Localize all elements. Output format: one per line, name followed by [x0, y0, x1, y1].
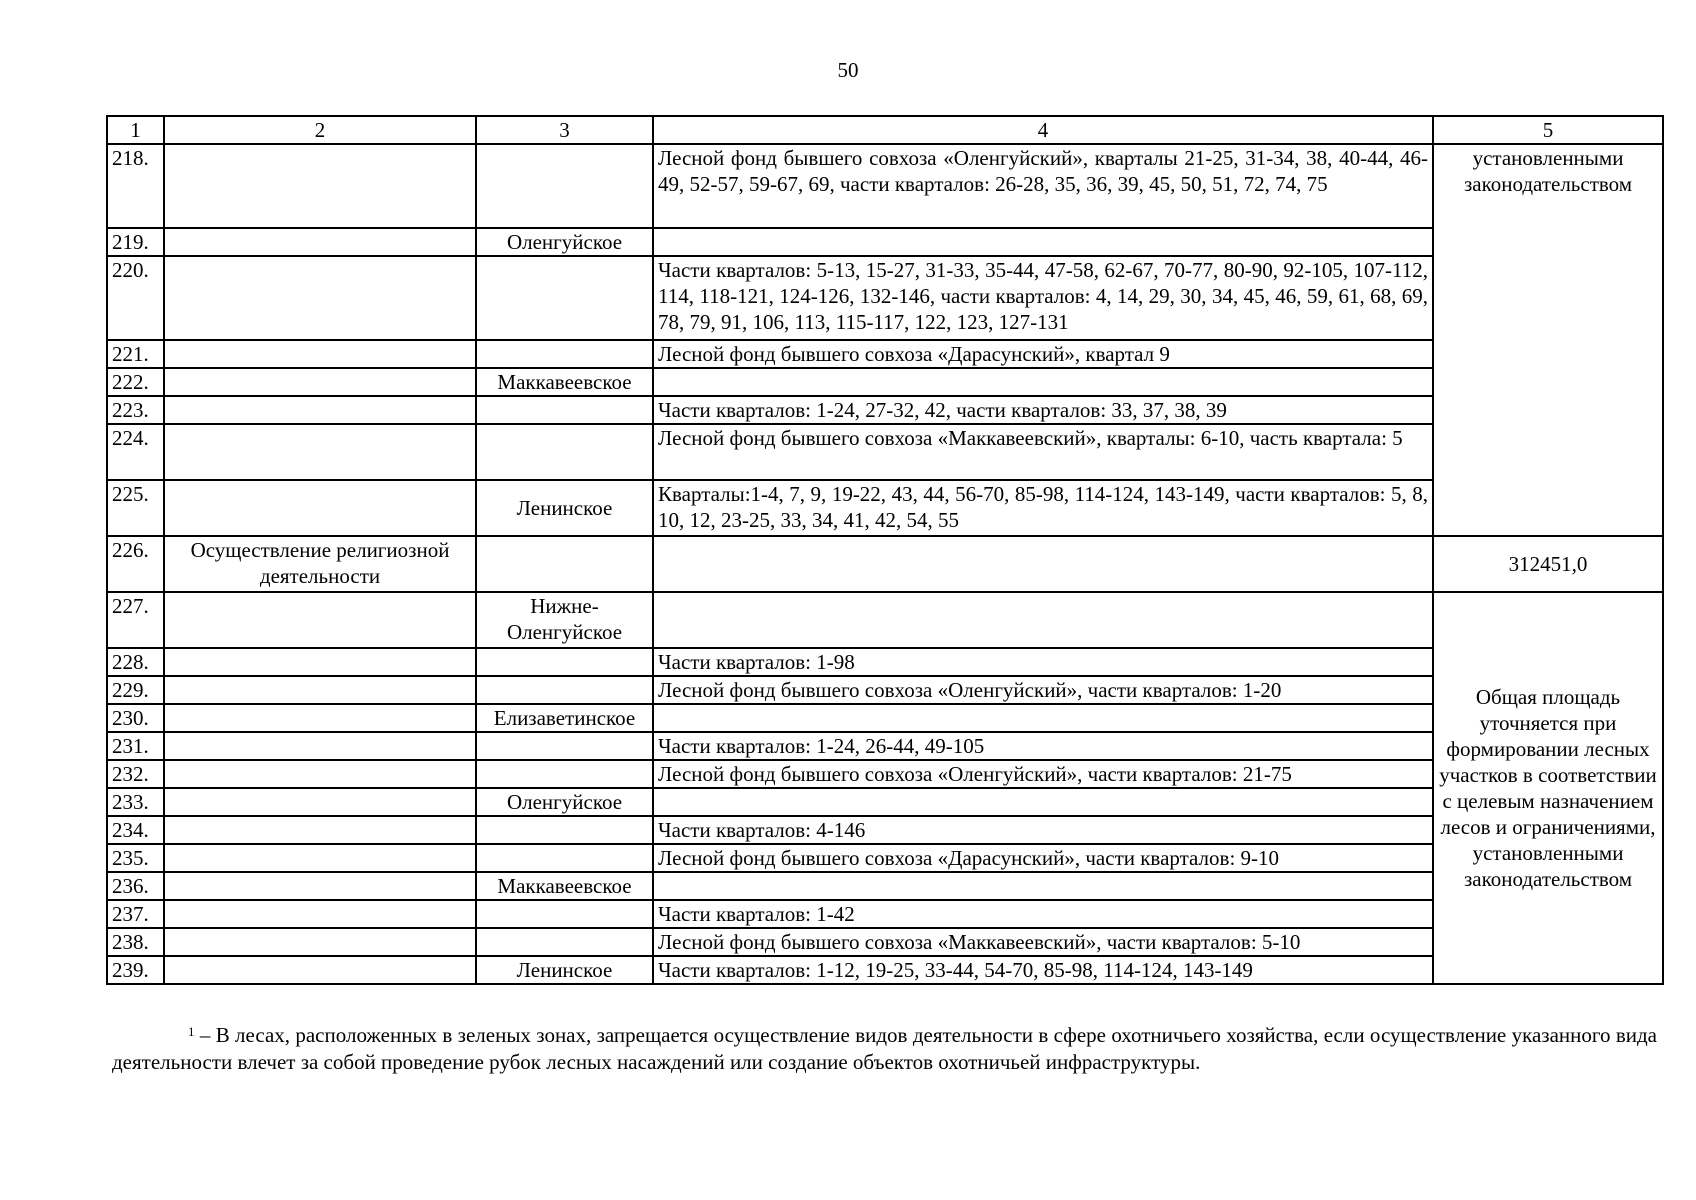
quarters-cell: Лесной фонд бывшего совхоза «Дарасунский», квартал 9	[653, 340, 1433, 368]
row-number: 230.	[107, 704, 164, 732]
table-row	[107, 844, 1663, 872]
row-number: 218.	[107, 144, 164, 228]
quarters-cell: Лесной фонд бывшего совхоза «Оленгуйский», части кварталов: 1-20	[653, 676, 1433, 704]
forestry-cell	[476, 760, 653, 788]
activity-cell	[164, 340, 476, 368]
table-row	[107, 396, 1663, 424]
forestry-cell	[476, 844, 653, 872]
footnote-text: – В лесах, расположенных в зеленых зонах, запрещается осуществление видов деятельности в сфере охотничьего хозяйства, если осуществление указанного вида деятельности влечет за собой проведение рубок лесных насаждений или создание объектов охотничьей инфраструктуры.	[112, 1023, 1657, 1074]
row-number: 223.	[107, 396, 164, 424]
quarters-cell: Части кварталов: 4-146	[653, 816, 1433, 844]
footnote	[112, 1022, 1657, 1076]
forestry-cell	[476, 648, 653, 676]
activity-cell	[164, 424, 476, 480]
quarters-cell: Части кварталов: 1-24, 27-32, 42, части кварталов: 33, 37, 38, 39	[653, 396, 1433, 424]
row-number: 222.	[107, 368, 164, 396]
forestry-cell	[476, 900, 653, 928]
activity-cell: Осуществление религиозной деятельности	[164, 536, 476, 592]
forestry-cell	[476, 340, 653, 368]
table-row	[107, 816, 1663, 844]
quarters-cell: Лесной фонд бывшего совхоза «Оленгуйский», кварталы 21-25, 31-34, 38, 40-44, 46-49, 52-57, 59-67, 69, части кварталов: 26-28, 35, 36, 39, 45, 50, 51, 72, 74, 75	[653, 144, 1433, 228]
row-number: 225.	[107, 480, 164, 536]
table-row	[107, 592, 1663, 648]
quarters-cell: Лесной фонд бывшего совхоза «Дарасунский», части кварталов: 9-10	[653, 844, 1433, 872]
row-number: 227.	[107, 592, 164, 648]
activity-cell	[164, 648, 476, 676]
forestry-cell: Елизаветинское	[476, 704, 653, 732]
row-number: 226.	[107, 536, 164, 592]
forestry-cell: Нижне-Оленгуйское	[476, 592, 653, 648]
header-col-4: 4	[653, 116, 1433, 144]
row-number: 228.	[107, 648, 164, 676]
quarters-cell: Части кварталов: 1-42	[653, 900, 1433, 928]
activity-cell	[164, 760, 476, 788]
table-row	[107, 872, 1663, 900]
activity-cell	[164, 396, 476, 424]
quarters-cell: Части кварталов: 1-12, 19-25, 33-44, 54-70, 85-98, 114-124, 143-149	[653, 956, 1433, 984]
activity-cell	[164, 704, 476, 732]
row-number: 232.	[107, 760, 164, 788]
forestry-cell	[476, 424, 653, 480]
document-table	[106, 115, 1664, 985]
row-number: 237.	[107, 900, 164, 928]
activity-cell	[164, 144, 476, 228]
activity-cell	[164, 228, 476, 256]
forestry-cell	[476, 144, 653, 228]
quarters-cell: Части кварталов: 5-13, 15-27, 31-33, 35-44, 47-58, 62-67, 70-77, 80-90, 92-105, 107-112, 114, 118-121, 124-126, 132-146, части кварталов: 4, 14, 29, 30, 34, 45, 46, 59, 61, 68, 69, 78, 79, 91, 106, 113, 115-117, 122, 123, 127-131	[653, 256, 1433, 340]
forestry-cell	[476, 676, 653, 704]
quarters-cell	[653, 228, 1433, 256]
forestry-cell	[476, 536, 653, 592]
table-row	[107, 732, 1663, 760]
forestry-cell	[476, 928, 653, 956]
table-row	[107, 760, 1663, 788]
quarters-cell: Лесной фонд бывшего совхоза «Маккавеевский», кварталы: 6-10, часть квартала: 5	[653, 424, 1433, 480]
table-row	[107, 536, 1663, 592]
table-row	[107, 676, 1663, 704]
forestry-cell	[476, 816, 653, 844]
header-col-3: 3	[476, 116, 653, 144]
row-number: 224.	[107, 424, 164, 480]
row-number: 231.	[107, 732, 164, 760]
quarters-cell: Кварталы:1-4, 7, 9, 19-22, 43, 44, 56-70, 85-98, 114-124, 143-149, части кварталов: 5, 8, 10, 12, 23-25, 33, 34, 41, 42, 54, 55	[653, 480, 1433, 536]
activity-cell	[164, 732, 476, 760]
activity-cell	[164, 480, 476, 536]
footnote-mark: 1	[188, 1024, 195, 1039]
quarters-cell	[653, 872, 1433, 900]
forestry-cell	[476, 732, 653, 760]
forestry-cell	[476, 396, 653, 424]
table-row	[107, 704, 1663, 732]
row-number: 219.	[107, 228, 164, 256]
table-row	[107, 956, 1663, 984]
quarters-cell	[653, 704, 1433, 732]
table-row	[107, 480, 1663, 536]
area-note-cell: установленными законодательством	[1433, 144, 1663, 536]
table-header-row	[107, 116, 1663, 144]
table-row	[107, 788, 1663, 816]
row-number: 239.	[107, 956, 164, 984]
activity-cell	[164, 928, 476, 956]
table-row	[107, 900, 1663, 928]
row-number: 236.	[107, 872, 164, 900]
activity-cell	[164, 900, 476, 928]
forestry-cell: Маккавеевское	[476, 872, 653, 900]
table-row	[107, 648, 1663, 676]
table-row	[107, 228, 1663, 256]
page-number: 50	[837, 58, 859, 82]
header-col-2: 2	[164, 116, 476, 144]
activity-cell	[164, 816, 476, 844]
activity-cell	[164, 592, 476, 648]
row-number: 233.	[107, 788, 164, 816]
quarters-cell: Лесной фонд бывшего совхоза «Маккавеевский», части кварталов: 5-10	[653, 928, 1433, 956]
activity-cell	[164, 788, 476, 816]
table-row	[107, 144, 1663, 228]
activity-cell	[164, 256, 476, 340]
forestry-cell: Ленинское	[476, 480, 653, 536]
table-row	[107, 424, 1663, 480]
quarters-cell: Части кварталов: 1-24, 26-44, 49-105	[653, 732, 1433, 760]
quarters-cell	[653, 788, 1433, 816]
quarters-cell	[653, 536, 1433, 592]
row-number: 221.	[107, 340, 164, 368]
area-value-cell: 312451,0	[1433, 536, 1663, 592]
row-number: 229.	[107, 676, 164, 704]
header-col-5: 5	[1433, 116, 1663, 144]
forestry-cell: Оленгуйское	[476, 228, 653, 256]
quarters-cell: Лесной фонд бывшего совхоза «Оленгуйский», части кварталов: 21-75	[653, 760, 1433, 788]
activity-cell	[164, 676, 476, 704]
quarters-cell	[653, 368, 1433, 396]
quarters-cell: Части кварталов: 1-98	[653, 648, 1433, 676]
table-row	[107, 928, 1663, 956]
row-number: 220.	[107, 256, 164, 340]
forestry-cell: Ленинское	[476, 956, 653, 984]
area-note-cell: Общая площадь уточняется при формировании лесных участков в соответствии с целевым назначением лесов и ограничениями, установленными законодательством	[1433, 592, 1663, 984]
activity-cell	[164, 872, 476, 900]
row-number: 235.	[107, 844, 164, 872]
header-col-1: 1	[107, 116, 164, 144]
activity-cell	[164, 368, 476, 396]
table-row	[107, 256, 1663, 340]
table-row	[107, 368, 1663, 396]
row-number: 234.	[107, 816, 164, 844]
table-row	[107, 340, 1663, 368]
activity-cell	[164, 844, 476, 872]
forestry-cell: Оленгуйское	[476, 788, 653, 816]
forestry-cell	[476, 256, 653, 340]
activity-cell	[164, 956, 476, 984]
forestry-cell: Маккавеевское	[476, 368, 653, 396]
quarters-cell	[653, 592, 1433, 648]
row-number: 238.	[107, 928, 164, 956]
